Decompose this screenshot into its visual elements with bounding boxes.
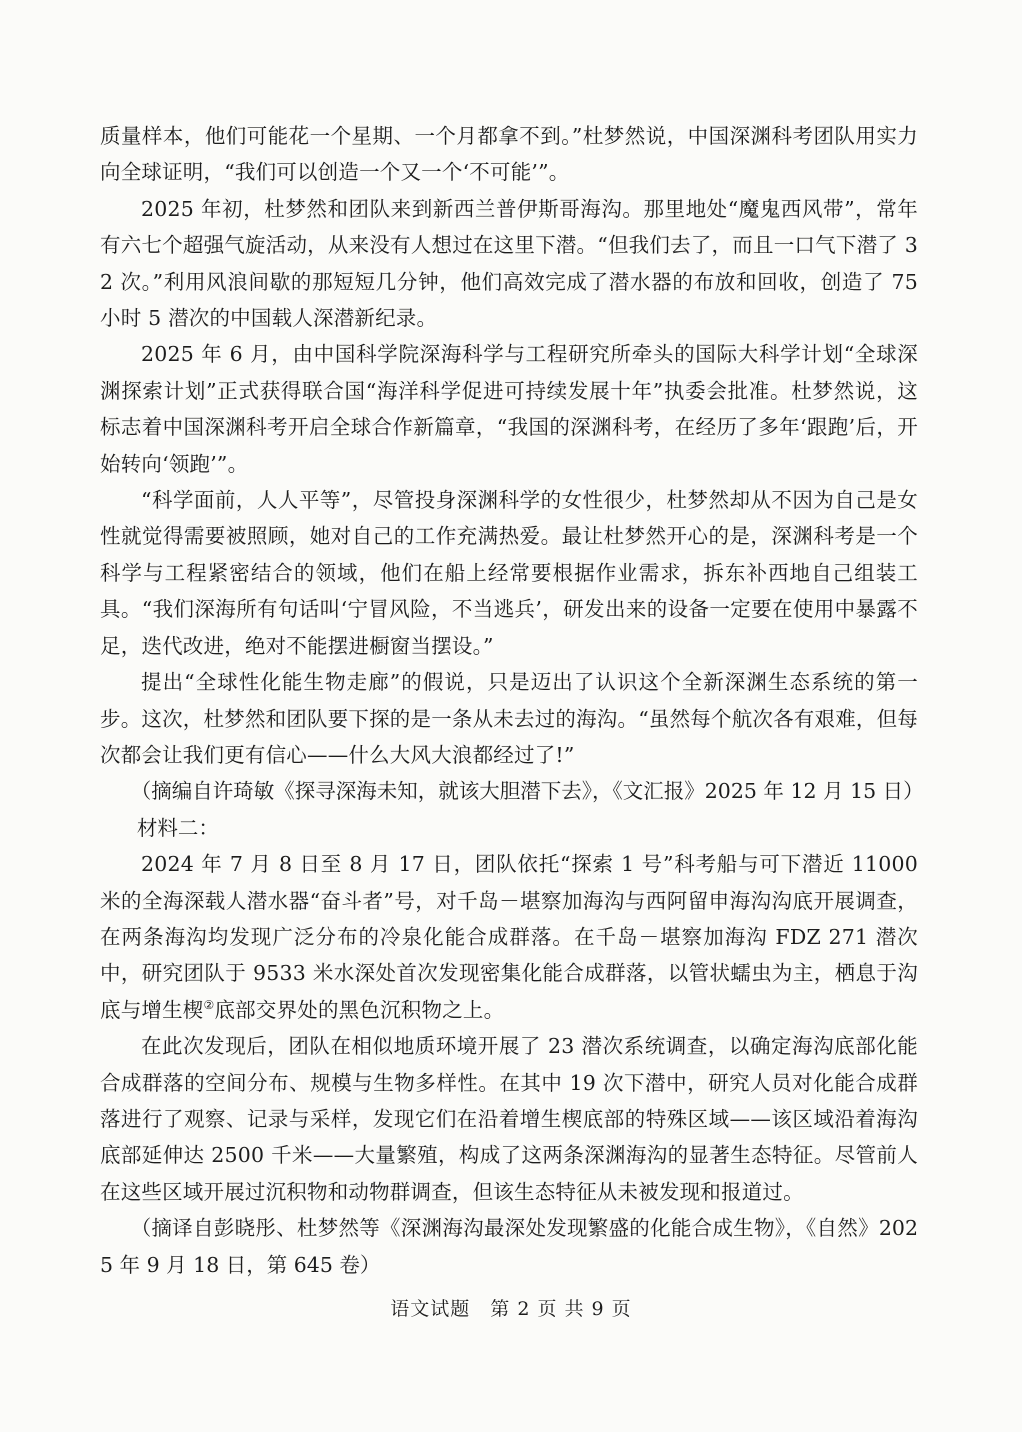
source-citation-2: （摘译自彭晓彤、杜梦然等《深渊海沟最深处发现繁盛的化能合成生物》，《自然》2025 年 9 月 18 日，第 645 卷） [100, 1216, 918, 1277]
material-two-label: 材料二： [136, 815, 219, 840]
paragraph-hypothesis: 提出“全球性化能生物走廊”的假说，只是迈出了认识这个全新深渊生态系统的第一步。这次，杜梦然和团队要下探的是一条从未去过的海沟。“虽然每个航次各有艰难，但每次都会让我们更有信心——什么大风大浪都经过了!” [100, 670, 918, 767]
page-content [100, 118, 924, 1283]
material-two-text-a: 2024 年 7 月 8 日至 8 月 17 日，团队依托“探索 1 号”科考船与可下潜近 11000 米的全海深载人潜水器“奋斗者”号，对千岛－堪察加海沟与西阿留申海沟沟底开展调查，在两条海沟均发现广泛分布的冷泉化能合成群落。在千岛－堪察加海沟 FDZ 271 潜次中，研究团队于 9533 米水深处首次发现密集化能合成群落，以管状蠕虫为主，栖息于沟底与增生楔 [100, 852, 918, 1022]
paragraph-continued: 质量样本，他们可能花一个星期、一个月都拿不到。”杜梦然说，中国深渊科考团队用实力向全球证明，“我们可以创造一个又一个‘不可能’”。 [100, 124, 918, 185]
paragraph-global-abyss-plan: 2025 年 6 月，由中国科学院深海科学与工程研究所牵头的国际大科学计划“全球深渊探索计划”正式获得联合国“海洋科学促进可持续发展十年”执委会批准。杜梦然说，这标志着中国深渊科考开启全球合作新篇章，“我国的深渊科考，在经历了多年‘跟跑’后，开始转向‘领跑’”。 [100, 342, 918, 476]
footnote-marker: ② [203, 997, 215, 1012]
source-citation-1: （摘编自许琦敏《探寻深海未知，就该大胆潜下去》，《文汇报》2025 年 12 月 15 日） [130, 779, 924, 804]
paragraph-material-two-2: 在此次发现后，团队在相似地质环境开展了 23 潜次系统调查，以确定海沟底部化能合成群落的空间分布、规模与生物多样性。在其中 19 次下潜中，研究人员对化能合成群落进行了观察、记录与采样，发现它们在沿着增生楔底部的特殊区域——该区域沿着海沟底部延伸达 2500 千米——大量繁殖，构成了这两条深渊海沟的显著生态特征。尽管前人在这些区域开展过沉积物和动物群调查，但该生态特征从未被发现和报道过。 [100, 1034, 918, 1204]
material-two-text-b: 底部交界处的黑色沉积物之上。 [214, 997, 505, 1022]
paragraph-puysegur-trench: 2025 年初，杜梦然和团队来到新西兰普伊斯哥海沟。那里地处“魔鬼西风带”，常年有六七个超强气旋活动，从来没有人想过在这里下潜。“但我们去了，而且一口气下潜了 32 次。”利用风浪间歇的那短短几分钟，他们高效完成了潜水器的布放和回收，创造了 75 小时 5 潜次的中国载人深潜新纪录。 [100, 196, 918, 331]
paragraph-material-two-1 [100, 846, 918, 1028]
page-footer: 语文试题 第 2 页 共 9 页 [390, 1298, 632, 1320]
paragraph-science-equality: “科学面前，人人平等”，尽管投身深渊科学的女性很少，杜梦然却从不因为自己是女性就觉得需要被照顾，她对自己的工作充满热爱。最让杜梦然开心的是，深渊科考是一个科学与工程紧密结合的领域，他们在船上经常要根据作业需求，拆东补西地自己组装工具。“我们深海所有句话叫‘宁冒风险，不当逃兵’，研发出来的设备一定要在使用中暴露不足，迭代改进，绝对不能摆进橱窗当摆设。” [100, 488, 918, 658]
